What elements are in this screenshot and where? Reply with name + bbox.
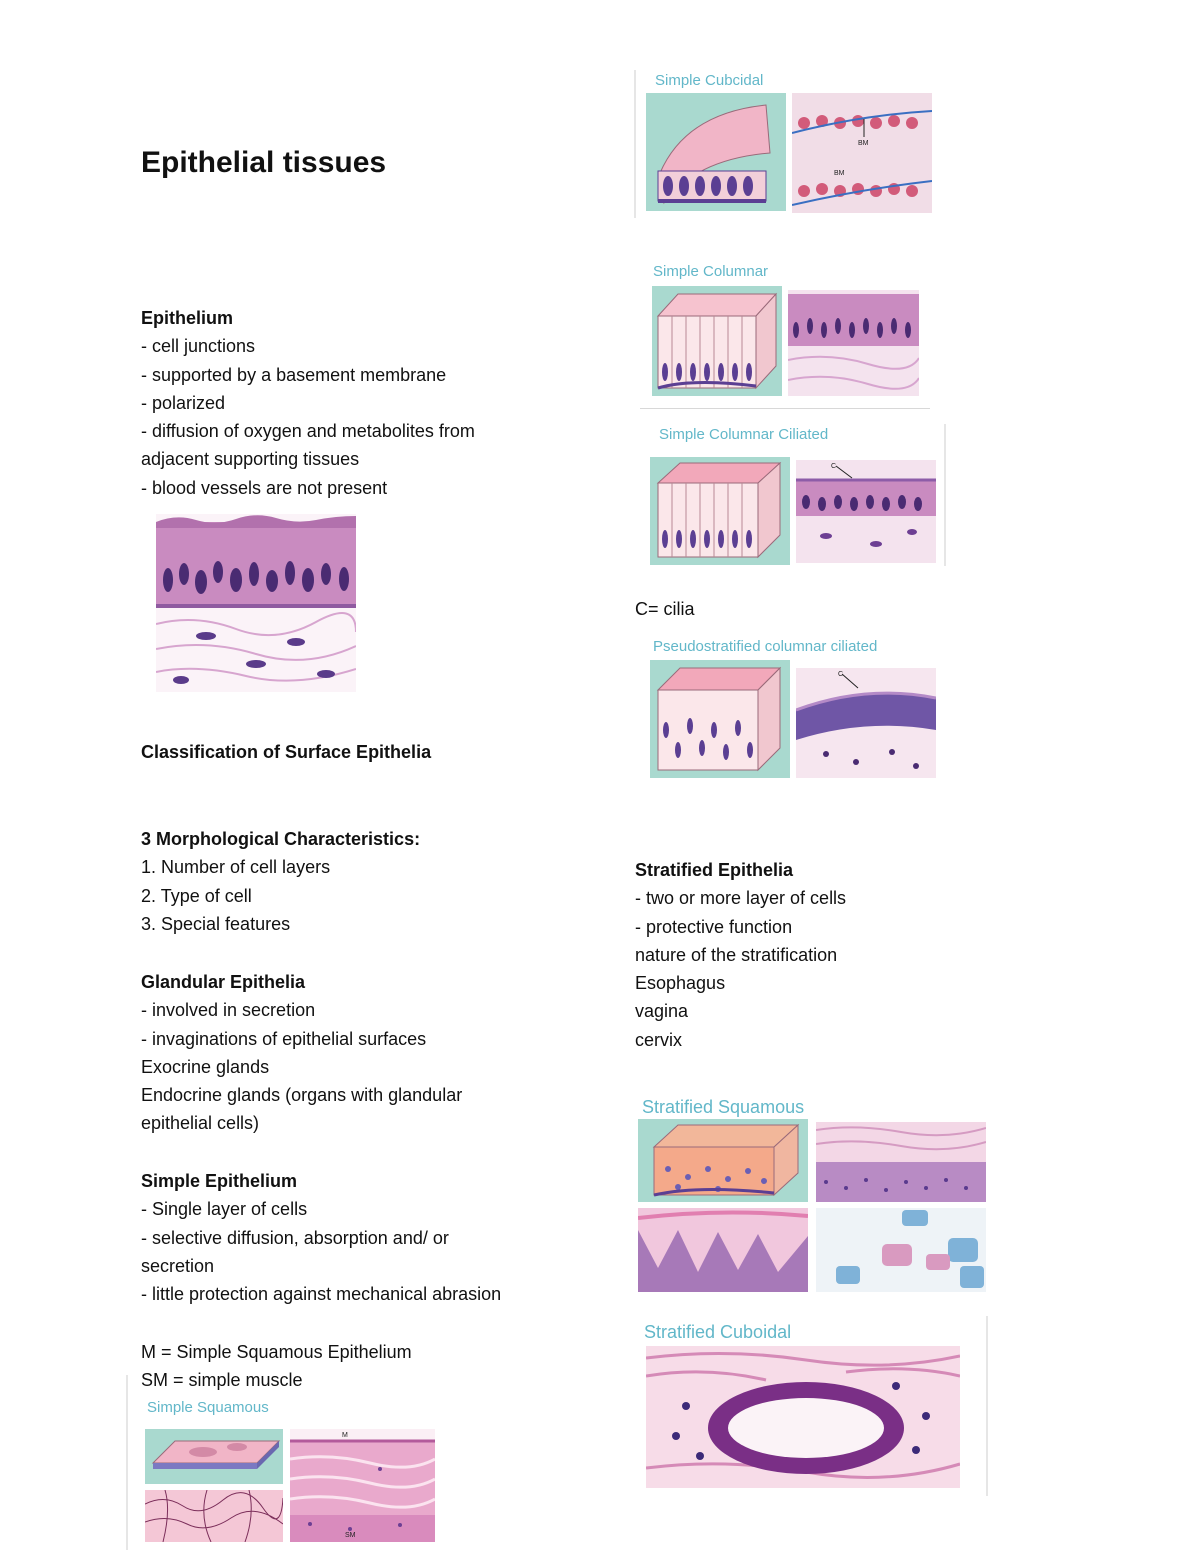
- simple-columnar-caption: Simple Columnar: [653, 263, 769, 280]
- list-item: - polarized: [141, 392, 226, 413]
- divider: [640, 408, 930, 409]
- list-item: adjacent supporting tissues: [141, 449, 360, 470]
- legend-section: [141, 1338, 412, 1395]
- list-item: cervix: [635, 1029, 683, 1050]
- stratified-cuboidal-micrograph: [646, 1346, 960, 1488]
- figure-label-sm: SM: [345, 1532, 356, 1539]
- list-item: Endocrine glands (organs with glandular: [141, 1085, 463, 1106]
- simple-cuboidal-diagram: [646, 93, 786, 211]
- simple-columnar-ciliated-caption: Simple Columnar Ciliated: [659, 426, 829, 443]
- list-item: nature of the stratification: [635, 944, 838, 965]
- list-item: Exocrine glands: [141, 1056, 270, 1077]
- simple-squamous-surface: [145, 1490, 283, 1542]
- morphological-heading: 3 Morphological Characteristics:: [141, 829, 421, 849]
- list-item: - protective function: [635, 916, 793, 937]
- list-item: - cell junctions: [141, 336, 256, 357]
- list-item: vagina: [635, 1001, 689, 1022]
- stratified-heading: Stratified Epithelia: [635, 860, 794, 880]
- simple-columnar-ciliated-diagram: [650, 457, 790, 565]
- list-item: - blood vessels are not present: [141, 477, 388, 498]
- simple-columnar-diagram: [652, 286, 782, 396]
- simple-columnar-ciliated-micrograph: [796, 460, 936, 563]
- legend-item: SM = simple muscle: [141, 1370, 303, 1391]
- pseudostratified-caption: Pseudostratified columnar ciliated: [653, 638, 878, 655]
- stratified-squamous-micrograph: [816, 1122, 986, 1202]
- list-item: - selective diffusion, absorption and/ or: [141, 1227, 449, 1248]
- epithelium-heading: Epithelium: [141, 308, 234, 328]
- figure-border: [944, 424, 946, 566]
- cilia-note: C= cilia: [635, 599, 695, 619]
- pseudostratified-diagram: [650, 660, 790, 778]
- figure-border: [126, 1375, 128, 1550]
- stratified-squamous-caption: Stratified Squamous: [642, 1097, 805, 1117]
- simple-squamous-diagram: [145, 1429, 283, 1484]
- list-item: - diffusion of oxygen and metabolites from: [141, 421, 475, 442]
- list-item: 2. Type of cell: [141, 885, 252, 906]
- list-item: secretion: [141, 1255, 215, 1276]
- list-item: - Single layer of cells: [141, 1199, 308, 1220]
- glandular-heading: Glandular Epithelia: [141, 972, 306, 992]
- simple-columnar-micrograph: [788, 290, 919, 396]
- list-item: - little protection against mechanical abrasion: [141, 1284, 502, 1305]
- figure-label-bm: BM: [834, 170, 845, 177]
- simple-cuboidal-micrograph: [792, 93, 932, 213]
- simple-heading: Simple Epithelium: [141, 1171, 298, 1191]
- figure-label-m: M: [342, 1432, 348, 1439]
- epithelium-section: [141, 304, 475, 502]
- list-item: Esophagus: [635, 973, 726, 994]
- list-item: 1. Number of cell layers: [141, 857, 331, 878]
- cilia-note-section: [635, 595, 695, 623]
- simple-squamous-micrograph: [290, 1429, 435, 1542]
- morphological-section: [141, 825, 420, 938]
- simple-section: [141, 1167, 501, 1308]
- pseudostratified-micrograph: [796, 668, 936, 778]
- list-item: - two or more layer of cells: [635, 888, 847, 909]
- stratified-section: [635, 856, 846, 1054]
- glandular-section: [141, 968, 462, 1138]
- classification-section: [141, 738, 431, 766]
- stratified-squamous-diagram: [638, 1119, 808, 1202]
- list-item: - invaginations of epithelial surfaces: [141, 1028, 427, 1049]
- classification-heading: Classification of Surface Epithelia: [141, 742, 432, 762]
- stratified-squamous-skin-micrograph: [638, 1208, 808, 1292]
- list-item: 3. Special features: [141, 913, 291, 934]
- page-title: Epithelial tissues: [141, 146, 387, 179]
- stratified-squamous-smear: [816, 1208, 986, 1292]
- stratified-cuboidal-caption: Stratified Cuboidal: [644, 1322, 792, 1342]
- simple-squamous-caption: Simple Squamous: [147, 1399, 269, 1416]
- simple-cuboidal-caption: Simple Cubcidal: [655, 72, 764, 89]
- list-item: - involved in secretion: [141, 1000, 316, 1021]
- list-item: - supported by a basement membrane: [141, 364, 447, 385]
- figure-label-bm: BM: [858, 140, 869, 147]
- figure-border: [634, 70, 636, 218]
- figure-label-c: C: [838, 671, 844, 678]
- epithelium-micrograph: [156, 514, 356, 692]
- figure-border: [986, 1316, 988, 1496]
- list-item: epithelial cells): [141, 1113, 260, 1134]
- legend-item: M = Simple Squamous Epithelium: [141, 1342, 412, 1362]
- figure-label-c: C: [831, 463, 837, 470]
